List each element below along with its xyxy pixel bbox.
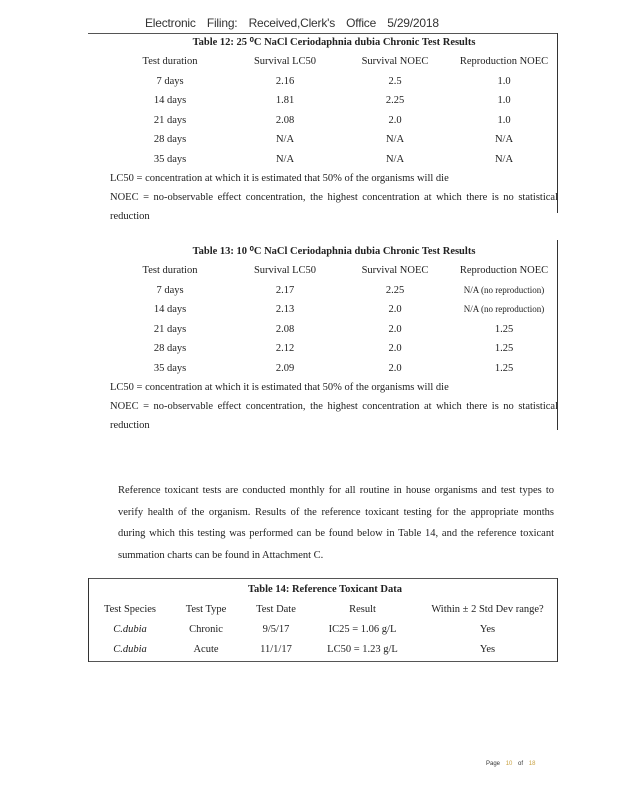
table-cell: N/A [385,153,405,165]
table-cell: 7 days [156,75,184,87]
table-cell: N/A [385,134,405,145]
table-cell: 2.09 [275,362,295,374]
table-cell: 1.25 [494,343,514,354]
table-cell: 1.81 [275,95,295,106]
table-title: Table 13: 10 ⁰C NaCl Ceriodaphnia dubia Chronic Test Results [192,246,476,257]
table-row [110,150,558,170]
table-body [90,620,560,660]
table-cell: 28 days [153,343,187,354]
header-cell: Survival LC50 [253,56,317,67]
table-cell: N/A [275,153,295,165]
filing-stamp: Electronic Filing: Received,Clerk's Office 5/29/2018 [145,16,439,30]
table-row [90,640,560,660]
table-body [110,281,558,379]
header-cell: Survival NOEC [361,265,429,276]
table-cell: 2.08 [275,114,295,126]
table-cell: N/A [494,134,514,145]
table-cell: 21 days [153,114,187,126]
table-row [110,281,558,301]
header-cell: Test Type [185,604,227,615]
header-cell: Test duration [142,265,198,276]
header-cell: Survival LC50 [253,265,317,276]
table-cell: C.dubia [113,624,147,635]
table-cell: N/A [494,153,514,165]
header-cell: Within ± 2 Std Dev range? [431,604,544,615]
header-cell: Result [349,604,376,615]
table-cell: Acute [193,644,219,655]
table-cell: 2.0 [388,362,402,374]
table-cell: Yes [479,624,496,635]
table-cell: N/A (no reproduction) [463,304,545,314]
table-title: Table 12: 25 ⁰C NaCl Ceriodaphnia dubia Chronic Test Results [192,37,476,48]
table-cell: 2.17 [275,284,295,296]
divider [88,661,558,662]
page-current: 10 [505,761,513,767]
table-row [110,72,558,92]
table-cell: 2.0 [388,304,402,315]
table-cell: Chronic [189,624,223,635]
table-13 [110,243,558,435]
table-cell: Yes [479,644,496,655]
header-cell: Reproduction NOEC [459,265,549,276]
table-header-row [110,52,558,72]
table-cell: N/A (no reproduction) [463,284,545,295]
divider [88,578,89,662]
table-row [110,111,558,131]
table-cell: 1.0 [497,95,511,106]
table-cell: N/A [275,134,295,145]
body-paragraph: Reference toxicant tests are conducted monthly for all routine in house organisms and test types to verify health of the organism. Results of the reference toxicant testing for the appropriate months during which this testing was performed can be found below in Table 14, and the reference toxicant summation charts can be found in Attachment C. [118,485,554,561]
page-label: Page [486,761,501,767]
table-header-row [110,261,558,281]
table-cell: 1.25 [494,323,514,335]
note-noec: NOEC = no-observable effect concentration, the highest concentration at which there is no statistical reduction [110,192,558,222]
table-row [110,130,558,150]
table-row [110,91,558,111]
header-cell: Test duration [142,56,198,67]
table-cell: 2.25 [385,284,405,296]
table-row [110,320,558,340]
table-header-row [90,600,560,620]
table-cell: 2.16 [275,75,295,87]
divider [88,578,558,579]
table-title: Table 14: Reference Toxicant Data [248,584,402,595]
note-lc50: LC50 = concentration at which it is estimated that 50% of the organisms will die [110,173,449,184]
table-cell: C.dubia [113,644,147,655]
table-cell: 14 days [153,304,187,315]
table-cell: 1.25 [494,362,514,374]
header-cell: Test Species [103,604,157,615]
table-cell: 35 days [153,362,187,374]
header-cell: Survival NOEC [361,56,429,67]
table-row [90,620,560,640]
table-cell: 1.0 [497,75,511,87]
page-total: 18 [528,761,536,767]
table-row [110,339,558,359]
table-cell: 2.13 [275,304,295,315]
table-row [110,300,558,320]
table-cell: 2.08 [275,323,295,335]
of-label: of [518,761,524,767]
table-row [110,359,558,379]
header-cell: Test Date [256,604,296,615]
table-cell: 28 days [153,134,187,145]
table-cell: 9/5/17 [262,624,290,635]
table-cell: 2.25 [385,95,405,106]
table-cell: 35 days [153,153,187,165]
table-cell: 2.5 [388,75,402,87]
table-cell: 1.0 [497,114,511,126]
table-cell: 2.0 [388,323,402,335]
table-cell: 21 days [153,323,187,335]
table-cell: 11/1/17 [260,644,292,655]
note-lc50: LC50 = concentration at which it is estimated that 50% of the organisms will die [110,382,449,393]
note-noec: NOEC = no-observable effect concentration, the highest concentration at which there is no statistical reduction [110,401,558,431]
table-cell: 2.0 [388,114,402,126]
page-number [486,761,535,767]
header-cell: Reproduction NOEC [459,56,549,67]
table-body [110,72,558,170]
table-cell: LC50 = 1.23 g/L [327,644,398,655]
table-cell: IC25 = 1.06 g/L [328,624,397,635]
table-cell: 2.12 [275,343,295,354]
table-cell: 2.0 [388,343,402,354]
table-14 [90,580,560,660]
table-cell: 14 days [153,95,187,106]
table-12 [110,34,558,226]
table-cell: 7 days [156,284,184,296]
